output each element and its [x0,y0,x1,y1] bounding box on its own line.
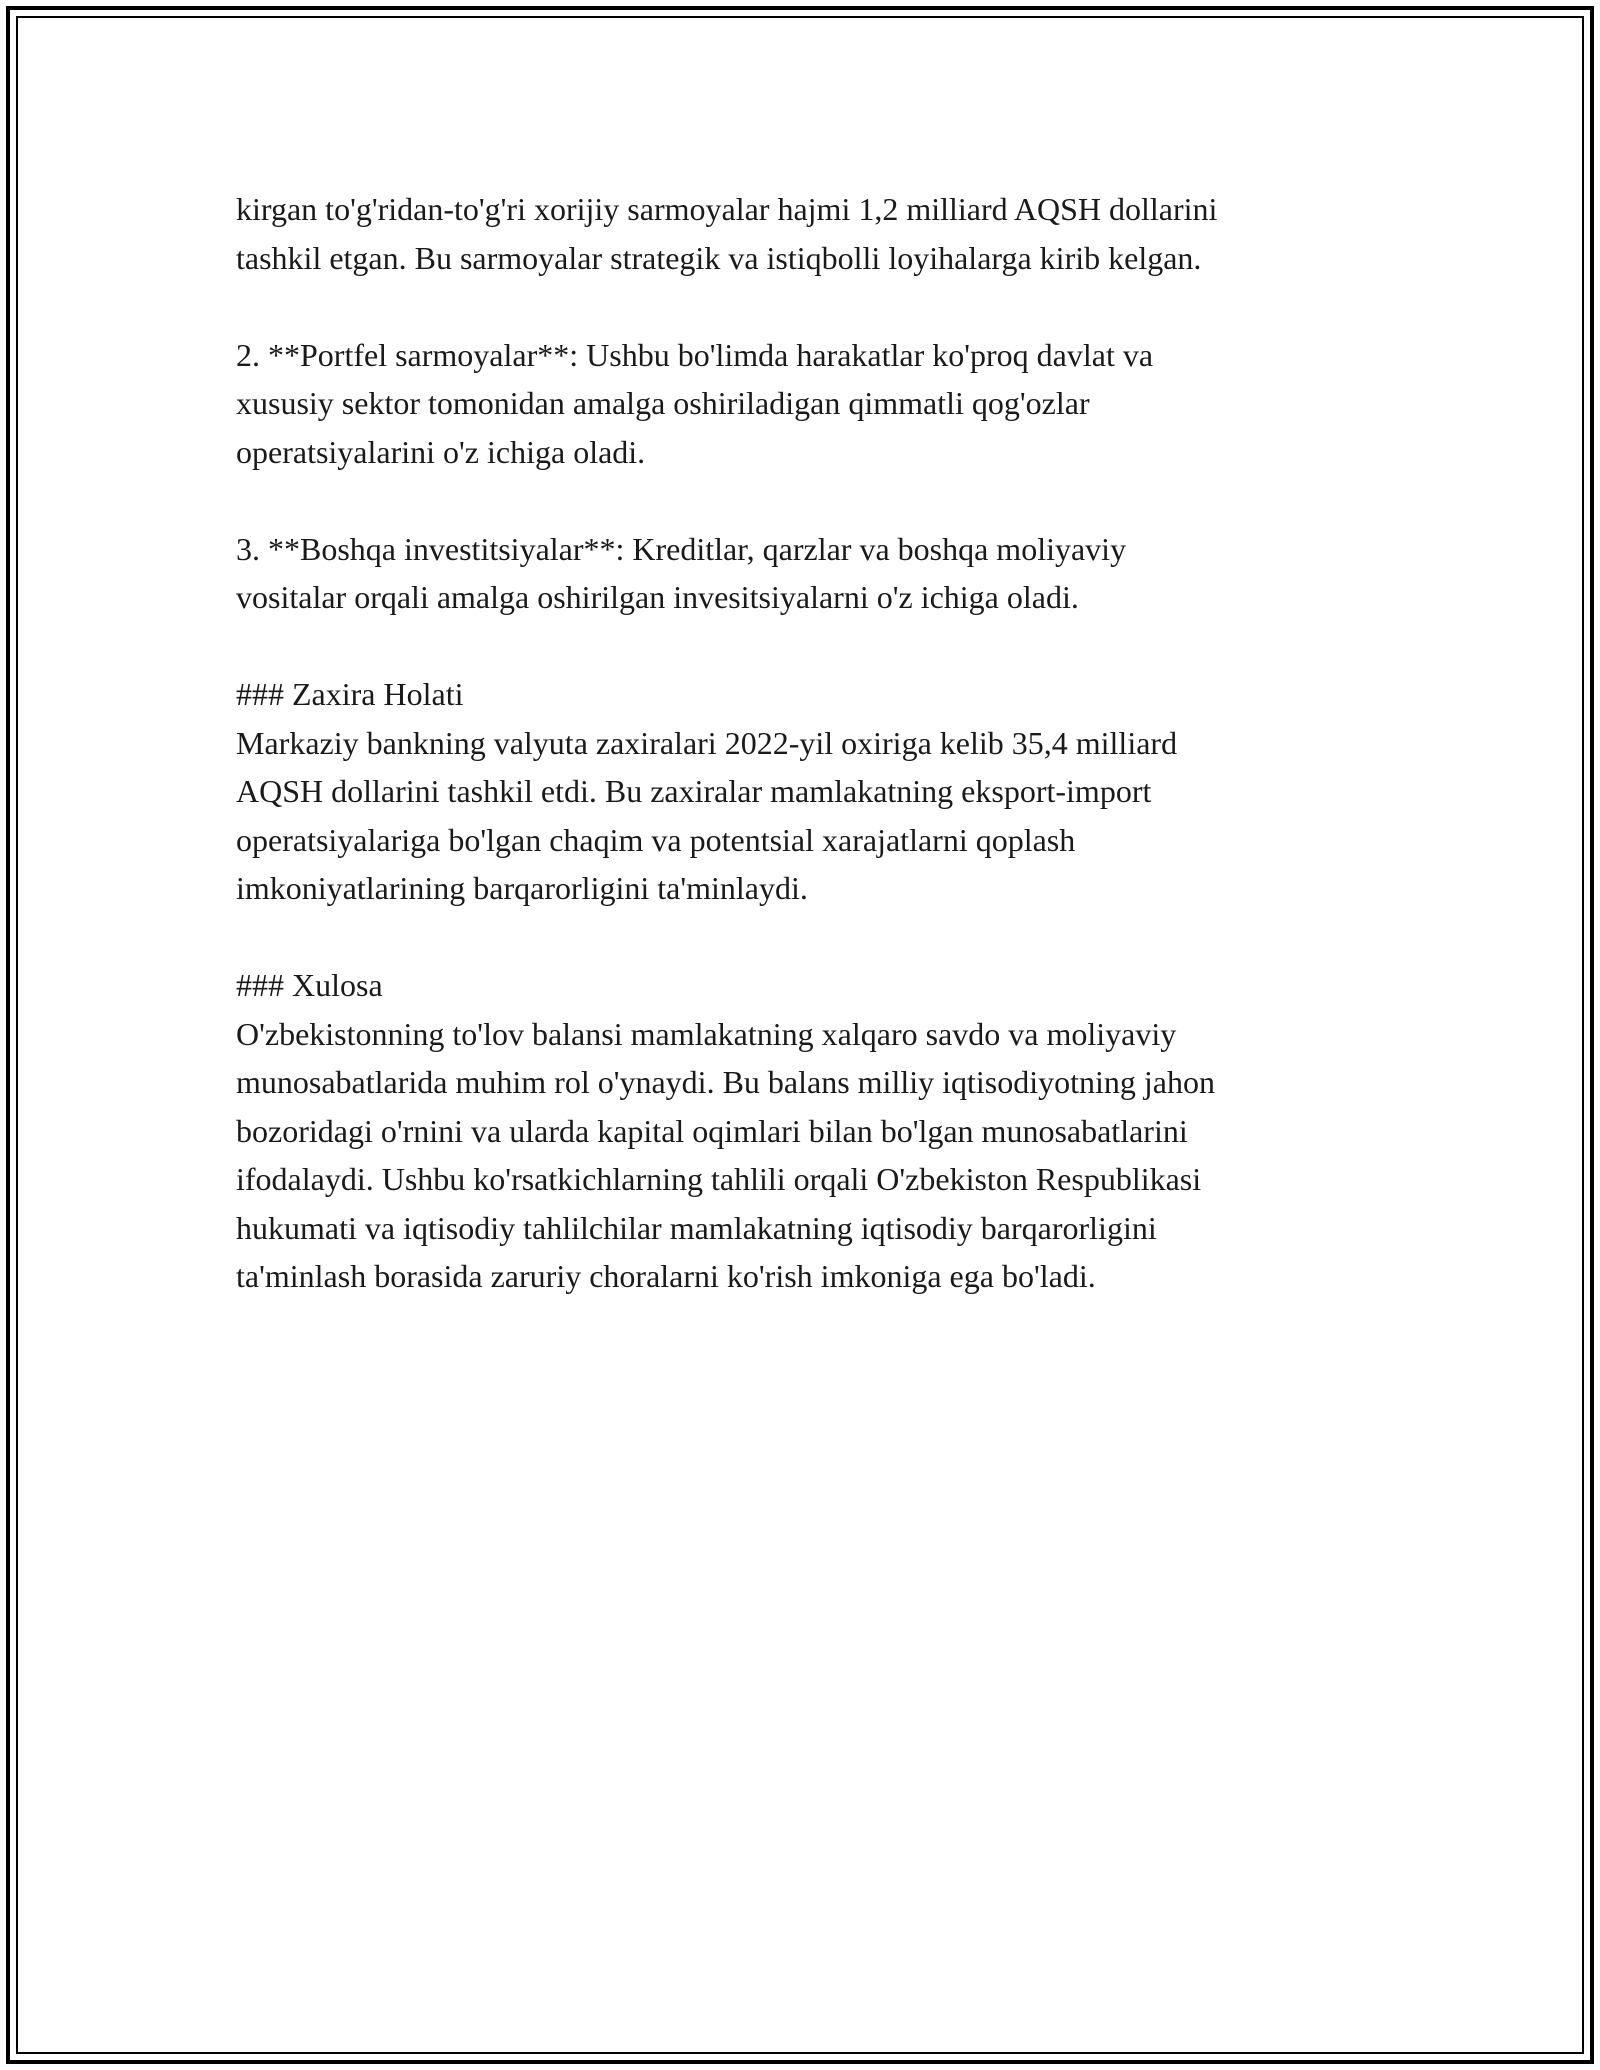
text-line: kirgan to'g'ridan-to'g'ri xorijiy sarmoyalar hajmi 1,2 milliard AQSH dollarini [236,191,1218,227]
text-line: bozoridagi o'rnini va ularda kapital oqimlari bilan bo'lgan munosabatlarini [236,1112,1188,1149]
text-line: munosabatlarida muhim rol o'ynaydi. Bu balans milliy iqtisodiyotning jahon [236,1064,1215,1100]
text-line: AQSH dollarini tashkil etdi. Bu zaxiralar mamlakatning eksport-import [236,773,1152,809]
paragraph-gap [236,476,1386,525]
document-body [236,185,1386,1301]
text-line: ifodalaydi. Ushbu ko'rsatkichlarning tahlili orqali O'zbekiston Respublikasi [236,1161,1202,1197]
text-line: operatsiyalariga bo'lgan chaqim va potentsial xarajatlarni qoplash [236,821,1076,858]
text-line: xususiy sektor tomonidan amalga oshiriladigan qimmatli qog'ozlar [236,385,1090,421]
text-line: 2. **Portfel sarmoyalar**: Ushbu bo'limda harakatlar ko'proq davlat va [236,336,1154,373]
text-line: operatsiyalarini o'z ichiga oladi. [236,433,646,470]
paragraph-gap [236,622,1386,671]
paragraph-gap [236,913,1386,962]
portfolio-investments-item [236,331,1386,477]
conclusion-section [236,961,1386,1301]
intro-paragraph [236,185,1386,282]
text-line: ta'minlash borasida zaruriy choralarni ko'rish imkoniga ega bo'ladi. [236,1258,1096,1294]
text-line: 3. **Boshqa investitsiyalar**: Kreditlar, qarzlar va boshqa moliyaviy [236,530,1127,567]
text-line: Markaziy bankning valyuta zaxiralari 2022-yil oxiriga kelib 35,4 milliard [236,724,1178,761]
paragraph-gap [236,282,1386,331]
other-investments-item [236,525,1386,622]
text-line: tashkil etgan. Bu sarmoyalar strategik va istiqbolli loyihalarga kirib kelgan. [236,239,1202,276]
reserve-section [236,670,1386,913]
text-line: vositalar orqali amalga oshirilgan invesitsiyalarni o'z ichiga oladi. [236,579,1079,615]
text-line: O'zbekistonning to'lov balansi mamlakatning xalqaro savdo va moliyaviy [236,1015,1177,1052]
section-heading: ### Zaxira Holati [236,676,464,712]
text-line: imkoniyatlarining barqarorligini ta'minlaydi. [236,870,808,906]
section-heading: ### Xulosa [236,967,383,1003]
text-line: hukumati va iqtisodiy tahlilchilar mamlakatning iqtisodiy barqarorligini [236,1209,1157,1246]
